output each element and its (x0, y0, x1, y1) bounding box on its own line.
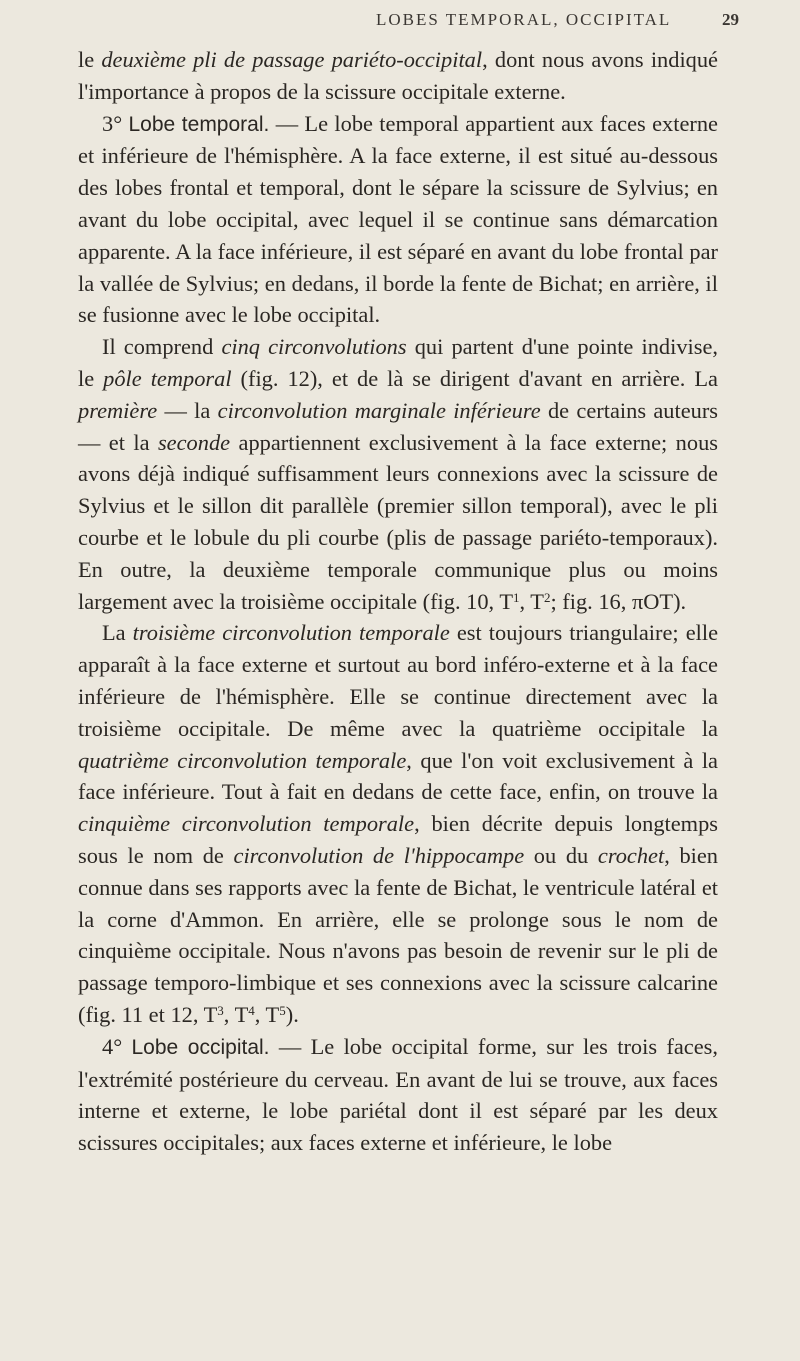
text-run: , T (254, 1001, 280, 1027)
paragraph-troisieme (78, 617, 718, 1030)
text-run: de certains auteurs — et la (78, 397, 719, 455)
text-run: le (78, 47, 102, 72)
text-run: , bien décrite depuis longtemps sous le nom de (78, 811, 719, 868)
text-run: — Le lobe temporal appartient aux faces externe et inférieure de l'hémisphère. A la face externe, il est situé au-dessous des lobes frontal et temporal, dont le sépare la scissure de Sylvius; en avant du lobe occipital, avec lequel il se continue sans démarcation apparente. A la face inférieure, il est séparé en avant du lobe frontal par la vallée de Sylvius; en dedans, il borde la fente de Bichat; en arrière, il se fusionne avec le lobe occipital. (78, 110, 718, 328)
running-title: LOBES TEMPORAL, OCCIPITAL (376, 10, 672, 29)
text-run: , que l'on voit exclusivement à la face inférieure. Tout à fait en dedans de cette face, enfin, on trouve la (78, 747, 718, 805)
text-run: , bien connue dans ses rapports avec la fente de Bichat, le ventricule latéral et la corne d'Ammon. En arrière, elle se prolonge sous le nom de cinquième occipitale. Nous n'avons pas besoin de revenir sur le pli de passage temporo-limbique et ses connexions avec la scissure calcarine (fig. 11 et 12, T (78, 842, 718, 1027)
italic-term: crochet (597, 842, 665, 868)
italic-term: quatrième circonvolution temporale (78, 747, 407, 773)
text-run: ; fig. 16, πOT). (550, 588, 687, 614)
italic-term: troisième circonvolution temporale (132, 620, 450, 646)
italic-term: seconde (157, 429, 231, 455)
superscript: 5 (279, 1002, 286, 1018)
text-run: (fig. 12), et de là se dirigent d'avant en arrière. La (231, 365, 718, 391)
superscript: 3 (217, 1002, 224, 1018)
page-number: 29 (722, 10, 739, 29)
text-run: , dont nous avons indiqué l'importance à propos de la scissure occipitale externe. (78, 47, 718, 104)
text-run: est toujours triangulaire; elle apparaît à la face externe et surtout au bord inféro-externe et à la face inférieure de l'hémisphère. Elle se continue directement avec la troisième occipitale. De même avec la quatrième occipitale la (78, 620, 719, 741)
text-run: La (102, 620, 133, 646)
italic-term: cinquième circonvolution temporale (78, 811, 415, 837)
section-number: 3° (102, 110, 129, 136)
paragraph-circonvolutions (78, 331, 718, 617)
superscript: 4 (248, 1002, 255, 1018)
paragraph-lobe-occipital (78, 1031, 718, 1159)
body-text (78, 44, 718, 1159)
italic-term: cinq circonvolutions (221, 334, 407, 360)
paragraph-continuation (78, 44, 718, 108)
text-run: , T (519, 588, 544, 614)
page-header (0, 6, 800, 36)
text-run: ). (285, 1001, 299, 1027)
italic-term: deuxième pli de passage pariéto-occipital (101, 47, 483, 72)
section-title: Lobe occipital. (131, 1035, 270, 1059)
section-title: Lobe temporal. (128, 112, 270, 136)
text-run: — Le lobe occipital forme, sur les trois faces, l'extrémité postérieure du cerveau. En avant de lui se trouve, aux faces interne et externe, le lobe pariétal dont il est séparé par les deux scissures occipitales; aux faces externe et inférieure, le lobe (78, 1033, 718, 1156)
text-run: ou du (524, 842, 598, 868)
italic-term: circonvolution marginale inférieure (217, 397, 541, 423)
text-run: — la (157, 397, 218, 423)
paragraph-lobe-temporal (78, 108, 718, 332)
italic-term: pôle temporal (103, 365, 232, 391)
superscript: 2 (543, 589, 551, 605)
text-run: , T (223, 1001, 249, 1027)
italic-term: première (78, 397, 158, 423)
italic-term: circonvolution de l'hippocampe (233, 842, 525, 868)
text-run: Il comprend (102, 334, 222, 360)
text-run: qui partent d'une pointe indivise, le (78, 334, 718, 391)
text-run: appartiennent exclusivement à la face externe; nous avons déjà indiqué suffisamment leurs connexions avec la scissure de Sylvius et le sillon dit parallèle (premier sillon temporal), avec le pli courbe et le lobule du pli courbe (plis de passage pariéto-temporaux). En outre, la deuxième temporale communique plus ou moins largement avec la troisième occipitale (fig. 10, T (78, 429, 718, 614)
section-number: 4° (102, 1033, 132, 1059)
superscript: 1 (513, 589, 520, 605)
